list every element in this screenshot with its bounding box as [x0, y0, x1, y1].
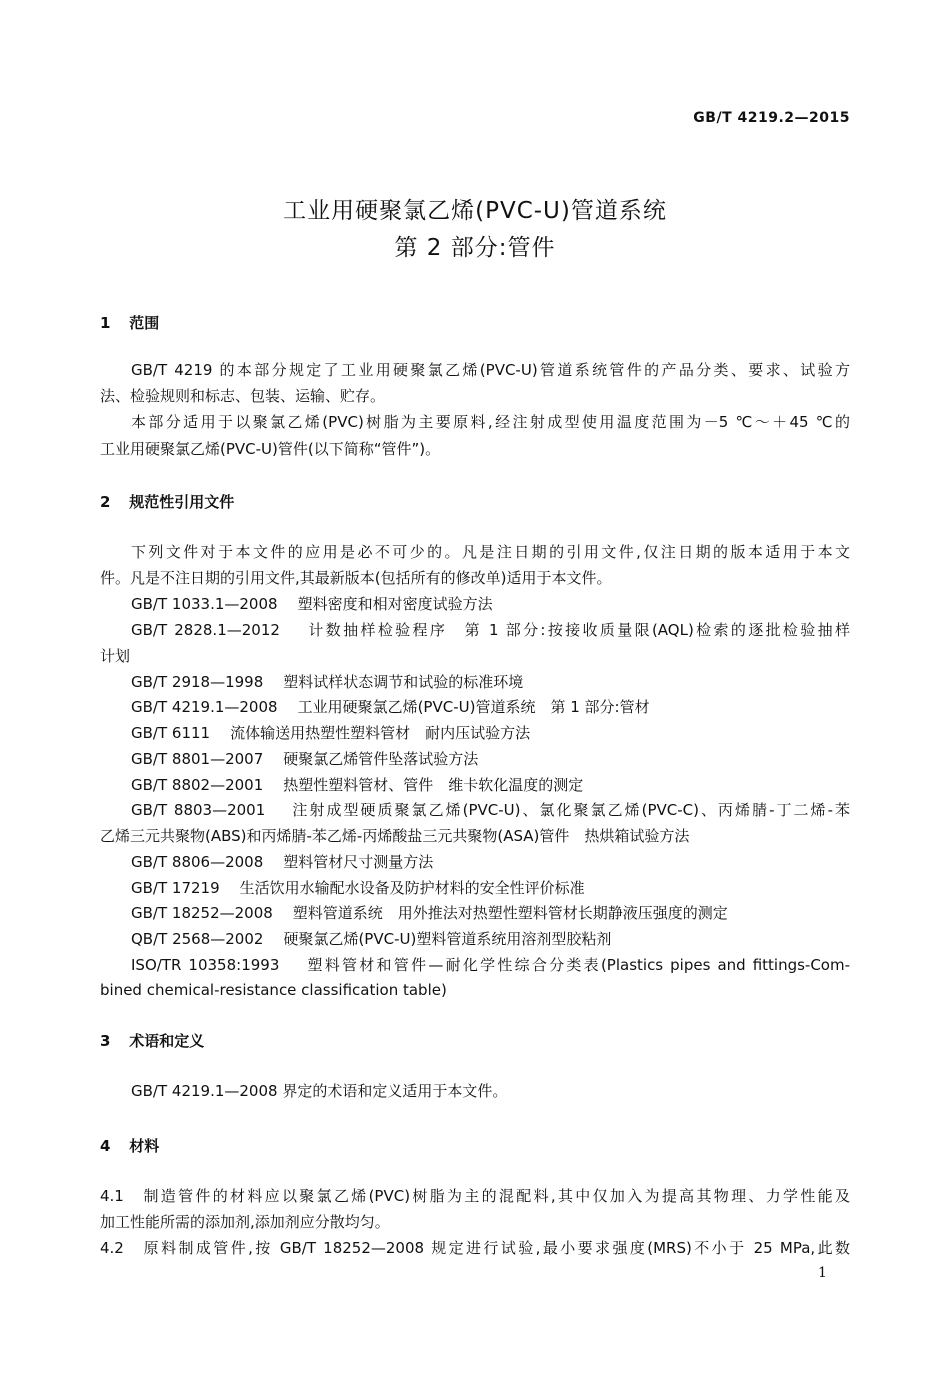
- reference-code: GB/T 1033.1—2008: [131, 595, 278, 613]
- section-3-heading: [100, 1030, 204, 1051]
- reference-code: GB/T 8802—2001: [131, 776, 264, 794]
- reference-item: [131, 929, 611, 949]
- reference-title: 工业用硬聚氯乙烯(PVC-U)管道系统 第 1 部分:管材: [297, 698, 650, 716]
- reference-code: GB/T 8803—2001: [131, 801, 266, 819]
- reference-title: 流体输送用热塑性塑料管材 耐内压试验方法: [230, 724, 531, 742]
- section-title: 范围: [129, 314, 160, 332]
- reference-title: 热塑性塑料管材、管件 维卡软化温度的测定: [283, 776, 584, 794]
- paragraph-line: 下列文件对于本文件的应用是必不可少的。凡是注日期的引用文件,仅注日期的版本适用于本文: [131, 543, 850, 561]
- reference-item: [131, 594, 493, 614]
- reference-item: [131, 749, 478, 769]
- reference-title: 硬聚氯乙烯(PVC-U)塑料管道系统用溶剂型胶粘剂: [283, 930, 612, 948]
- reference-item: [131, 723, 530, 743]
- paragraph-line: GB/T 4219 的本部分规定了工业用硬聚氯乙烯(PVC-U)管道系统管件的产品分类、要求、试验方: [131, 361, 850, 379]
- paragraph-line: 4.1 制造管件的材料应以聚氯乙烯(PVC)树脂为主的混配料,其中仅加入为提高其物理、力学性能及: [100, 1187, 850, 1205]
- section-4-heading: [100, 1135, 159, 1156]
- reference-item: [131, 800, 850, 820]
- reference-title: 塑料管材尺寸测量方法: [283, 853, 434, 871]
- section-number: 3: [100, 1032, 111, 1050]
- reference-title: 生活饮用水输配水设备及防护材料的安全性评价标准: [239, 879, 585, 897]
- reference-item: [131, 903, 728, 923]
- reference-title: 塑料管道系统 用外推法对热塑性塑料管材长期静液压强度的测定: [292, 904, 728, 922]
- reference-item: [131, 672, 523, 692]
- section-title: 规范性引用文件: [129, 493, 235, 511]
- paragraph-line: 法、检验规则和标志、包装、运输、贮存。: [100, 387, 386, 405]
- reference-code: GB/T 18252—2008: [131, 904, 273, 922]
- section-number: 1: [100, 314, 111, 332]
- title-line-2: 第 2 部分:管件: [394, 235, 556, 261]
- reference-code: GB/T 2828.1—2012: [131, 621, 280, 639]
- reference-code: GB/T 17219: [131, 879, 220, 897]
- reference-item: [131, 878, 585, 898]
- reference-title: 塑料试样状态调节和试验的标准环境: [283, 673, 524, 691]
- reference-item: [131, 775, 583, 795]
- section-number: 2: [100, 493, 111, 511]
- reference-code: ISO/TR 10358:1993: [131, 956, 280, 974]
- reference-title: 注射成型硬质聚氯乙烯(PVC-U)、氯化聚氯乙烯(PVC-C)、丙烯腈-丁二烯-苯: [292, 801, 851, 819]
- reference-code: GB/T 8806—2008: [131, 853, 264, 871]
- reference-item: [131, 697, 650, 717]
- page-number: 1: [818, 1265, 827, 1281]
- reference-code: GB/T 4219.1—2008: [131, 698, 278, 716]
- reference-title: 硬聚氯乙烯管件坠落试验方法: [283, 750, 479, 768]
- reference-code: GB/T 6111: [131, 724, 211, 742]
- paragraph-line: 工业用硬聚氯乙烯(PVC-U)管件(以下简称“管件”)。: [100, 440, 441, 458]
- paragraph-line: 4.2 原料制成管件,按 GB/T 18252—2008 规定进行试验,最小要求强度(MRS)不小于 25 MPa,此数: [100, 1239, 850, 1257]
- reference-continuation: 计划: [100, 647, 131, 665]
- section-title: 术语和定义: [129, 1032, 205, 1050]
- reference-title: 塑料密度和相对密度试验方法: [297, 595, 493, 613]
- reference-continuation: bined chemical-resistance classification table): [100, 981, 447, 999]
- reference-code: GB/T 8801—2007: [131, 750, 264, 768]
- reference-item: [131, 852, 433, 872]
- reference-continuation: 乙烯三元共聚物(ABS)和丙烯腈-苯乙烯-丙烯酸盐三元共聚物(ASA)管件 热烘箱试验方法: [100, 827, 690, 845]
- section-title: 材料: [129, 1137, 160, 1155]
- title-line-1: 工业用硬聚氯乙烯(PVC-U)管道系统: [283, 198, 667, 224]
- reference-code: GB/T 2918—1998: [131, 673, 264, 691]
- section-2-heading: [100, 491, 234, 512]
- section-number: 4: [100, 1137, 111, 1155]
- reference-item: [131, 620, 850, 640]
- paragraph-line: 件。凡是不注日期的引用文件,其最新版本(包括所有的修改单)适用于本文件。: [100, 569, 612, 587]
- paragraph-line: GB/T 4219.1—2008 界定的术语和定义适用于本文件。: [131, 1082, 508, 1100]
- paragraph-line: 加工性能所需的添加剂,添加剂应分散均匀。: [100, 1213, 390, 1231]
- section-1-heading: [100, 312, 159, 333]
- reference-title: 计数抽样检验程序 第 1 部分:按接收质量限(AQL)检索的逐批检验抽样: [308, 621, 850, 639]
- paragraph-line: 本部分适用于以聚氯乙烯(PVC)树脂为主要原料,经注射成型使用温度范围为－5 ℃～＋45 ℃的: [131, 413, 850, 431]
- standard-code: GB/T 4219.2—2015: [693, 110, 850, 126]
- reference-title: 塑料管材和管件—耐化学性综合分类表(Plastics pipes and fittings-Com-: [307, 956, 850, 974]
- reference-item: [131, 955, 850, 975]
- reference-code: QB/T 2568—2002: [131, 930, 264, 948]
